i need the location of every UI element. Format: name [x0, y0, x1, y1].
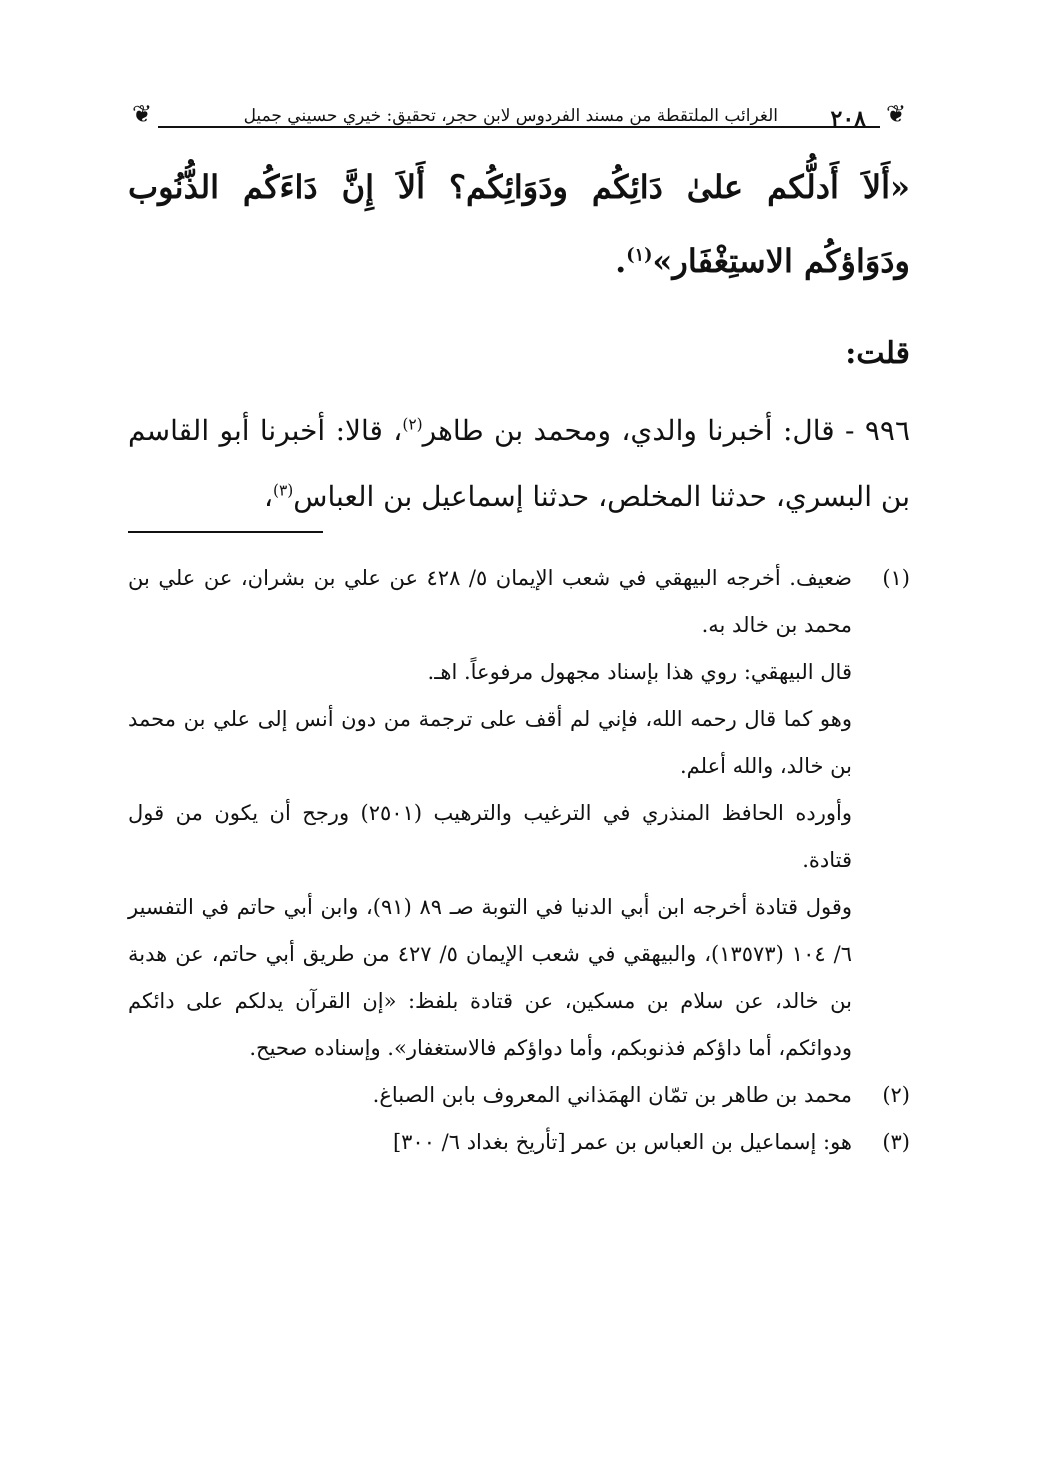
footnote-separator	[128, 531, 323, 533]
ornament-icon: ❦	[131, 100, 153, 128]
header-rule	[158, 126, 880, 128]
footnote-text: وأورده الحافظ المنذري في الترغيب والترهيب (٢٥٠١) ورجح أن يكون من قول قتادة.	[128, 801, 852, 872]
footnote-ref: (١)	[626, 244, 653, 266]
isnad-paragraph: ٩٩٦ - قال: أخبرنا والدي، ومحمد بن طاهر$^{(٢)}$، قالا: أخبرنا أبو القاسم بن البسري، حدثنا المخلص، حدثنا إسماعيل بن العباس$^{(٣)}$،	[128, 414, 910, 513]
section-heading: قلت:	[845, 336, 910, 371]
running-title: الغرائب الملتقطة من مسند الفردوس لابن حجر، تحقيق: خيري حسيني جميل	[243, 106, 778, 126]
footnotes	[128, 555, 910, 1166]
footnote-1	[128, 555, 910, 1072]
footnote-number: (٣)	[882, 1130, 910, 1154]
footnote-ref: (٢)	[402, 415, 423, 434]
footnote-text: وقول قتادة أخرجه ابن أبي الدنيا في التوبة صـ ٨٩ (٩١)، وابن أبي حاتم في التفسير ٦/ ١٠٤ (١٣٥٧٣)، والبيهقي في شعب الإيمان ٥/ ٤٢٧ من طريق أبي حاتم، عن هدبة بن خالد، عن سلام بن مسكين، عن قتادة بلفظ: «إن القرآن يدلكم على دائكم ودوائكم، أما داؤكم فذنوبكم، وأما دواؤكم فالاستغفار». وإسناده صحيح.	[128, 895, 852, 1060]
footnote-text: وهو كما قال رحمه الله، فإني لم أقف على ترجمة من دون أنس إلى علي بن محمد بن خالد، والله أعلم.	[128, 707, 852, 778]
footnote-text: محمد بن طاهر بن تمّان الهمَذاني المعروف بابن الصباغ.	[372, 1083, 852, 1107]
footnote-number: (٢)	[882, 1083, 910, 1107]
footnote-text: قال البيهقي: روي هذا بإسناد مجهول مرفوعاً. اهـ.	[427, 660, 852, 684]
hadith-text: «أَلاَ أَدلُّكم علىٰ دَائِكُم ودَوَائِكُم؟ أَلاَ إِنَّ دَاءَكُم الذُّنُوب ودَوَاؤكُم الاستِغْفَار»$^{(١)}$.	[128, 168, 910, 280]
footnote-ref: (٣)	[272, 481, 294, 500]
ornament-icon: ❦	[885, 100, 907, 128]
footnote-text: ضعيف. أخرجه البيهقي في شعب الإيمان ٥/ ٤٢٨ عن علي بن بشران، عن علي بن محمد بن خالد به.	[128, 566, 852, 637]
footnote-3	[128, 1119, 910, 1166]
main-text	[128, 150, 910, 530]
footnote-number: (١)	[882, 566, 910, 590]
page-number: ٢٠٨	[830, 106, 866, 132]
footnote-text: هو: إسماعيل بن العباس بن عمر [تأريخ بغداد ٦/ ٣٠٠]	[392, 1130, 852, 1154]
page-header	[128, 100, 910, 136]
footnote-2	[128, 1072, 910, 1119]
